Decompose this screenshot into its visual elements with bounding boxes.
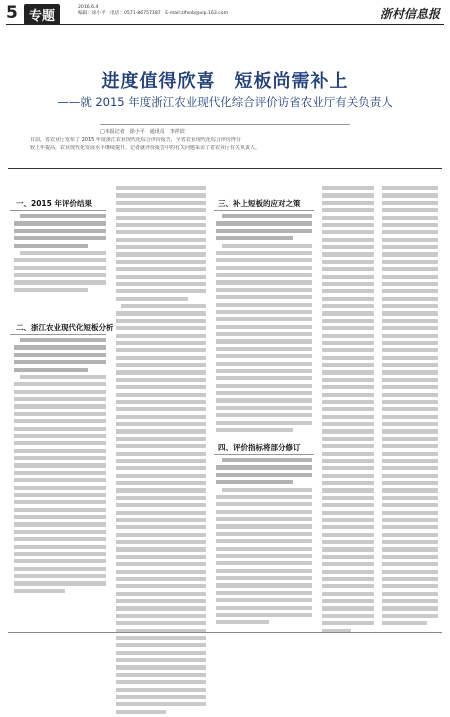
section-heading-4: 四、评价指标将部分修订 [218, 443, 301, 452]
body-column-1a [14, 214, 106, 295]
page-header [6, 4, 444, 25]
section-heading-3: 三、补上短板的应对之策 [218, 199, 301, 208]
lead-line: 较上年提高，农业现代化发展水平继续提升。记者就评价报告中的有关问题采访了省农业厅有关负责人。 [30, 144, 261, 151]
section-rule [10, 210, 106, 211]
header-meta [78, 5, 228, 17]
section-heading-2: 二、浙江农业现代化短板分析 [16, 323, 114, 332]
newspaper-name: 浙村信息报 [379, 7, 440, 21]
body-column-1b [14, 338, 106, 596]
body-column-2 [116, 186, 206, 717]
section-label: 专题 [24, 4, 60, 25]
section-rule [214, 454, 314, 455]
byline: □本报记者 徐小平 通讯员 李祥滨 [100, 129, 185, 135]
body-column-3a [216, 214, 312, 435]
lead-divider [8, 168, 442, 169]
issue-date: 2016.6.4 [78, 5, 99, 10]
lead-paragraph [30, 137, 420, 152]
section-heading-1: 一、2015 年评价结果 [16, 199, 92, 208]
body-column-3b [216, 458, 312, 628]
subheadline: ——就 2015 年度浙江农业现代化综合评价访省农业厅有关负责人 [57, 95, 393, 109]
byline-rule [100, 124, 350, 125]
lead-line: 日前，省农业厅发布了 2015 年度浙江农业现代化综合评价报告，全省农业现代化综合评价得分 [30, 137, 241, 143]
section-rule [10, 334, 106, 335]
section-rule [214, 210, 314, 211]
body-column-4 [322, 186, 374, 636]
page-number: 5 [6, 3, 18, 23]
page-bottom-rule [8, 632, 442, 633]
headline: 进度值得欣喜 短板尚需补上 [101, 71, 349, 92]
editor-contact: 编辑：徐小平 电话：0571-86757187 E-mail:zlfxnb@vip.163.com [78, 11, 229, 16]
body-column-5 [382, 186, 438, 629]
